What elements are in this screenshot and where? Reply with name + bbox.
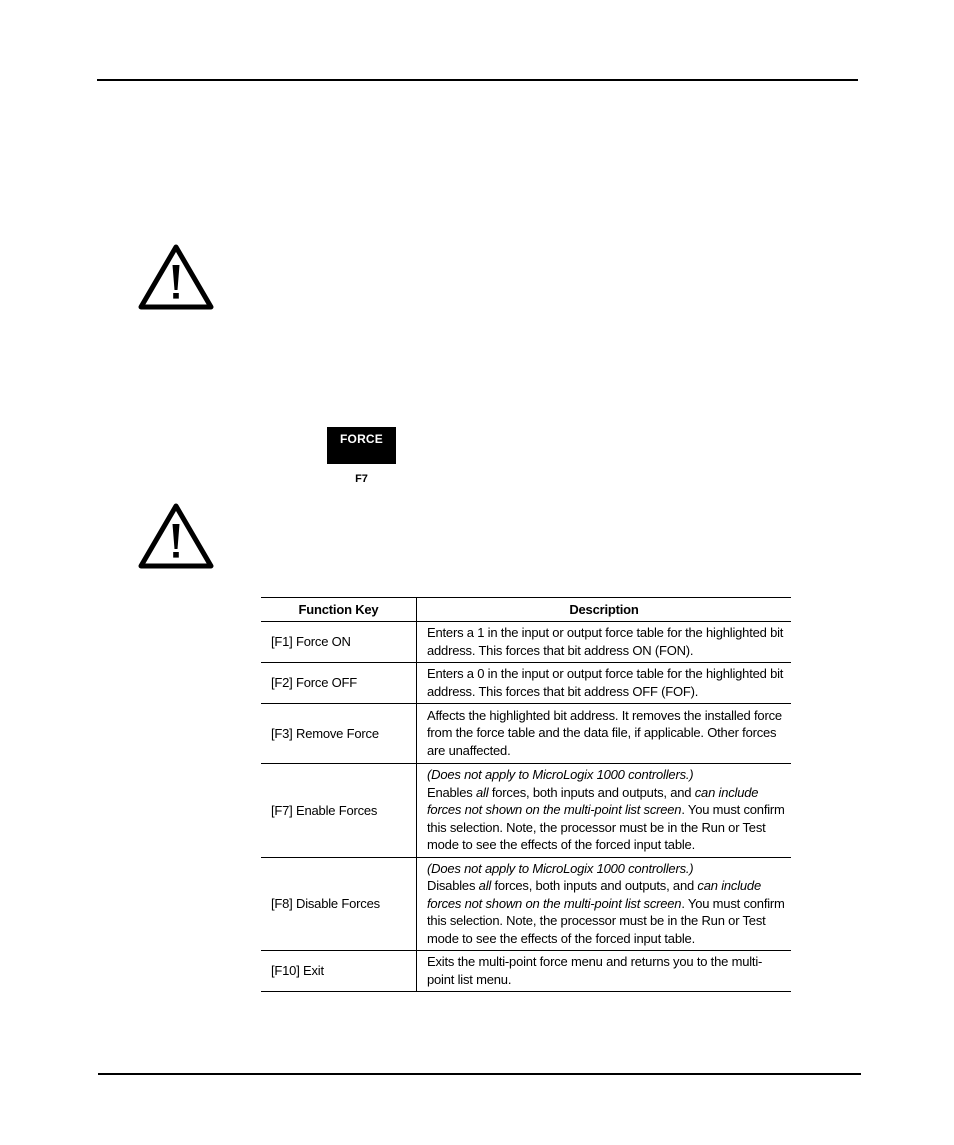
description-text: Disables <box>427 878 479 893</box>
description-cell: Enters a 0 in the input or output force table for the highlighted bit address. This forces that bit address OFF (FOF). <box>417 663 792 704</box>
description-emphasis: all <box>476 784 489 800</box>
description-text: forces, both inputs and outputs, and <box>491 878 698 893</box>
warning-triangle-icon <box>138 502 214 570</box>
table-row <box>261 663 791 704</box>
description-cell: Exits the multi-point force menu and returns you to the multi-point list menu. <box>417 951 792 992</box>
table-row <box>261 951 791 992</box>
applicability-note: (Does not apply to MicroLogix 1000 controllers.) <box>427 860 694 876</box>
table-row <box>261 622 791 663</box>
description-text: . You must confirm this selection. Note, the processor must be in the Run or Test mode to see the effects of the forced input table. <box>427 802 785 852</box>
function-key-cell: [F7] Enable Forces <box>261 764 417 858</box>
column-header-description: Description <box>417 598 792 622</box>
force-function-key[interactable]: FORCE <box>327 427 396 464</box>
function-key-cell: [F3] Remove Force <box>261 704 417 764</box>
column-header-function-key: Function Key <box>261 598 417 622</box>
description-emphasis: can include forces not shown on the multi-point list screen <box>427 878 761 911</box>
function-key-cell: [F2] Force OFF <box>261 663 417 704</box>
function-key-cell: [F10] Exit <box>261 951 417 992</box>
table-header-row <box>261 598 791 622</box>
description-emphasis: all <box>478 878 492 893</box>
description-cell <box>417 857 792 951</box>
applicability-note: (Does not apply to MicroLogix 1000 controllers.) <box>427 767 694 782</box>
description-cell: Affects the highlighted bit address. It removes the installed force from the force table and the data file, if applicable. Other forces are unaffected. <box>417 704 792 764</box>
header-rule <box>97 79 858 81</box>
function-key-cell: [F1] Force ON <box>261 622 417 663</box>
function-key-table <box>261 597 791 992</box>
warning-triangle-icon <box>138 243 214 311</box>
function-key-label: F7 <box>355 473 368 485</box>
description-text: Enables <box>427 784 476 800</box>
description-emphasis: can include forces not shown on the multi-point list screen <box>427 784 759 817</box>
table-row <box>261 857 791 951</box>
description-cell: Enters a 1 in the input or output force table for the highlighted bit address. This forces that bit address ON (FON). <box>417 622 792 663</box>
description-text: forces, both inputs and outputs, and <box>488 784 695 800</box>
footer-rule <box>98 1073 861 1075</box>
description-cell <box>417 764 792 858</box>
function-key-cell: [F8] Disable Forces <box>261 857 417 951</box>
description-text: . You must confirm this selection. Note, the processor must be in the Run or Test mode to see the effects of the forced input table. <box>427 895 785 946</box>
table-row <box>261 704 791 764</box>
table-row <box>261 764 791 858</box>
